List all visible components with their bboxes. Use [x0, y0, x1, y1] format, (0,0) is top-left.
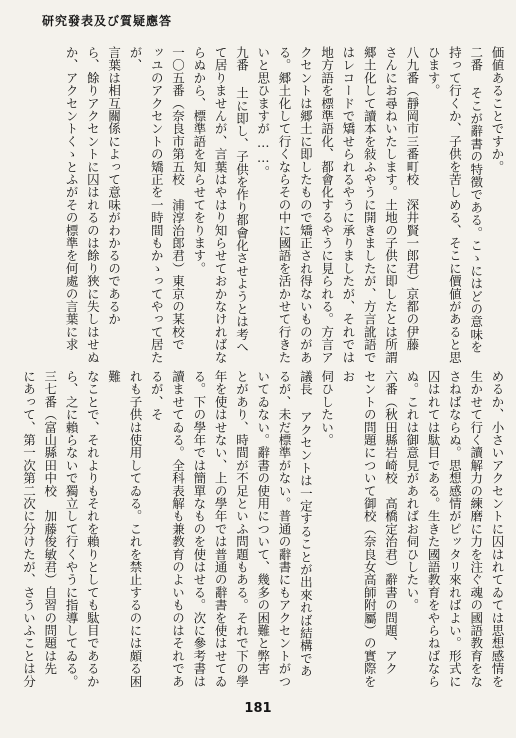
page-number: 181 [244, 701, 272, 716]
text-line: 郷土化して讀本を敍ふやうに開きましたが、方言訛語で [362, 46, 378, 364]
running-header: 研究發表及び質疑應答 [42, 14, 173, 28]
text-line: て居りませんが、言葉はやはり知らせておかなければな [213, 46, 229, 364]
text-line: ぬ。これは御意見があればお伺ひしたい。 [404, 370, 420, 612]
text-line: 囚はれては駄目である。生きた國語教育をやらねばなら [426, 370, 442, 688]
text-line: はレコードで矯せられるやうに承りましたが、それでは [340, 46, 356, 364]
text-line: 三七番（富山縣田中校 加藤俊敏君）自習の問題は先 [42, 370, 58, 675]
text-line: 年を使はせない、上の學年では普通の辭書を使はせてゐ [213, 370, 229, 688]
text-line: 議長 アクセントは一定することが出來れば結構であ [298, 370, 314, 678]
text-line: 伺ひしたい。 [319, 370, 335, 447]
text-line: 一〇五番（奈良市第五校 浦淳治郎君）東京の某校で [170, 46, 186, 351]
lower-text-block [8, 370, 508, 692]
text-line: 生かせて行く讀解力の練磨に力を注ぐ魂の國語教育をな [468, 370, 484, 688]
upper-text-block [8, 46, 508, 364]
text-line: るが、未だ標準がない。普通の辭書にもアクセントがつ [277, 370, 293, 688]
text-line: にあって、第一次第二次に分けたが、さういふことは分 [21, 370, 37, 688]
text-line: 価値あることですか。 [490, 46, 505, 173]
text-line: 九番 土に即し、子供を作り都會化させようとは考へ [234, 46, 250, 354]
text-line: ら、之に賴らないで獨立して行くやうに指導してゐる。 [64, 370, 80, 688]
text-line: 讀ませてゐる。全科表解も兼教育のよいものはそれであるが、そ [149, 370, 186, 688]
text-line: 二番 そこが辭書の特徴である。こゝにはどの意味を [468, 46, 484, 354]
text-line: ッユのアクセントの矯正を一時間もかゝってやって居たが、 [127, 46, 165, 364]
text-line: 地方語を標準語化、都會化するやうに見られる。方言ア [319, 46, 335, 364]
text-line: 言葉は相互關係によって意味がわかるのであるか [106, 46, 122, 326]
text-line: れも子供は使用してゐる。これを禁止するのには頗る困難 [106, 370, 143, 688]
text-line: 持って行くか、子供を苦しめる、そこに價値があると思 [447, 46, 463, 364]
text-line: 八九番（靜岡市三番町校 深井賢一郎君）京都の伊藤 [404, 46, 420, 351]
text-line: さねばならぬ。思想感情がピッタリ來ればよい。形式に [447, 370, 463, 688]
text-line: なことで、それよりもそれを賴りとしても駄目であるか [85, 370, 101, 688]
text-line: らぬから、標準語を知らせてをります。 [191, 46, 207, 275]
text-line: とがあり、時間が不足といふ問題もある。それで下の學 [234, 370, 250, 688]
text-line: か、アクセントくゝとふがその標準を何處の言葉に求 [64, 46, 80, 351]
text-line: 六番（秋田縣岩崎校 高橋定治君）辭書の問題、アク [383, 370, 399, 675]
text-line: さんにお尋ねいたします。土地の子供に即したとは所謂 [383, 46, 399, 364]
text-line: めるか、小さいアクセントに囚はれてゐては思想感情を [490, 370, 505, 688]
text-line: ひます。 [426, 46, 442, 97]
text-line: る。下の學年では簡單なものを使はせる。次に參考書は [191, 370, 207, 688]
text-line: いてゐない。辭書の使用について、幾多の困難と弊害 [255, 370, 271, 675]
text-line: る。郷土化して行くならその中に國語を活かせて行きた [277, 46, 293, 364]
text-line: いと思ひますが……。 [255, 46, 271, 178]
text-line: セントの問題について御校（奈良女高師附屬）の實際をお [340, 370, 378, 688]
block-divider [18, 366, 498, 367]
text-line: クセントは郷土に即したもので矯正され得ないものがあ [298, 46, 314, 364]
text-line: ら、餘りアクセントに囚はれるのは餘り狹に失しはせぬ [85, 46, 101, 364]
